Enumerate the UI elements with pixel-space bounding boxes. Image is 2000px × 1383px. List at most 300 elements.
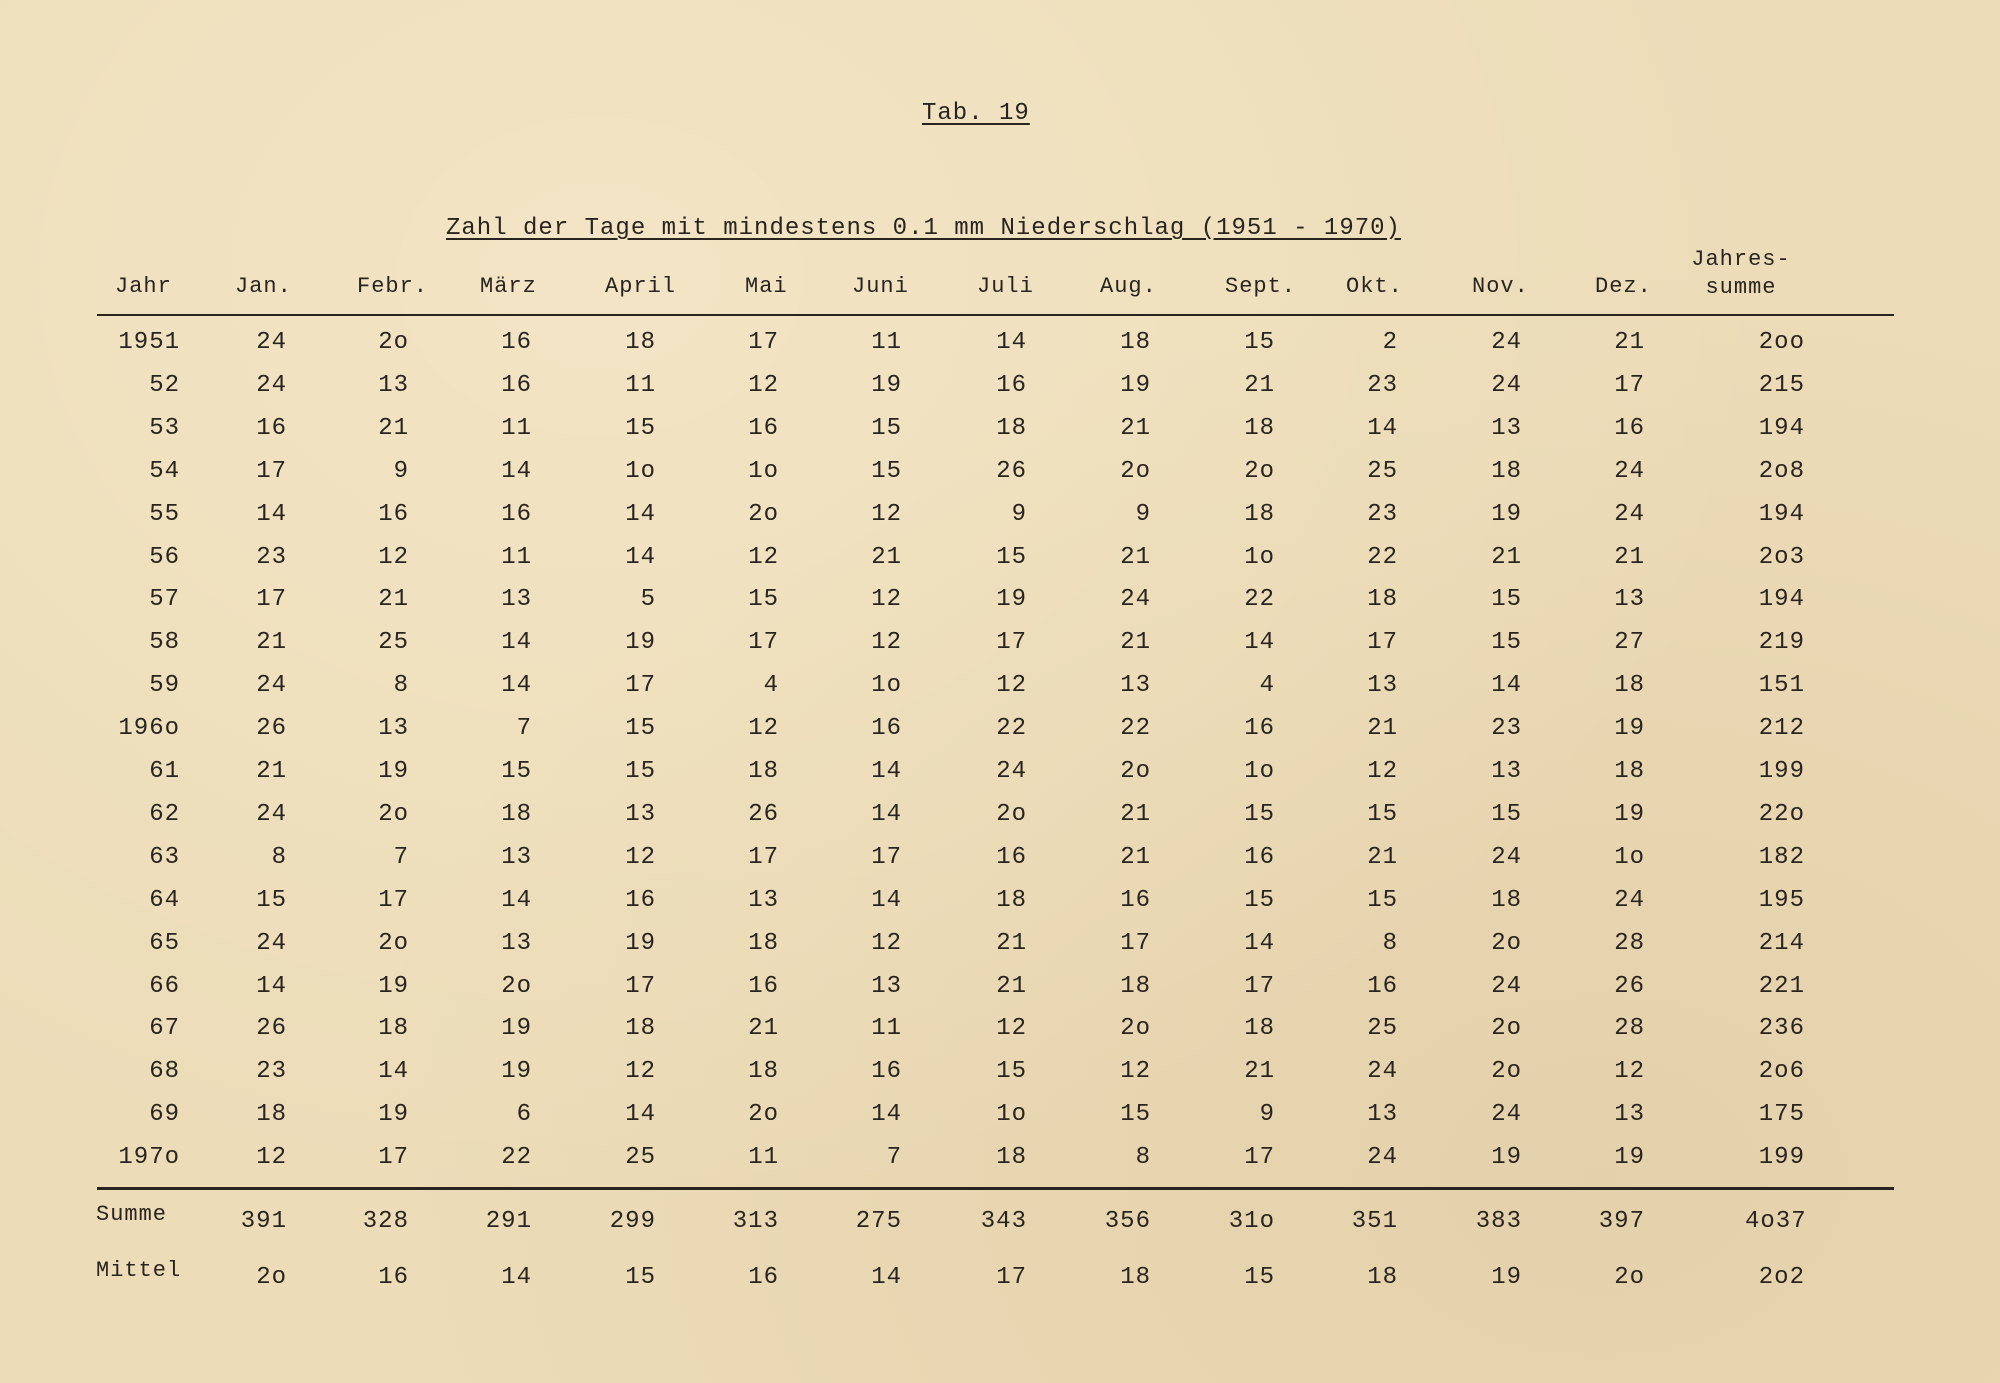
table-cell: 17: [1614, 371, 1645, 399]
table-cell: 13: [501, 586, 532, 614]
table-cell: 15: [871, 414, 902, 442]
table-cell: 13: [378, 371, 409, 399]
year-cell: 67: [149, 1015, 180, 1043]
table-cell: 12: [1614, 1058, 1645, 1086]
table-cell: 11: [748, 1144, 779, 1172]
table-cell: 2o: [1491, 1058, 1522, 1086]
annual-sum-cell: 194: [1758, 586, 1805, 614]
table-cell: 21: [1491, 543, 1522, 571]
annual-sum-cell: 215: [1758, 371, 1805, 399]
table-cell: 17: [378, 886, 409, 914]
table-cell: 2o: [378, 800, 409, 828]
table-cell: 18: [1491, 886, 1522, 914]
table-cell: 12: [871, 500, 902, 528]
table-cell: 24: [1120, 586, 1151, 614]
table-cell: 8: [271, 843, 287, 871]
table-cell: 18: [996, 886, 1027, 914]
column-header-month: Aug.: [1100, 274, 1157, 299]
table-cell: 14: [1491, 672, 1522, 700]
table-cell: 28: [1614, 929, 1645, 957]
table-cell: 24: [1491, 843, 1522, 871]
table-cell: 11: [501, 543, 532, 571]
table-cell: 14: [871, 886, 902, 914]
table-cell: 18: [1614, 672, 1645, 700]
table-cell: 21: [871, 543, 902, 571]
annual-sum-cell: 214: [1758, 929, 1805, 957]
table-number: Tab. 19: [922, 100, 1030, 127]
table-cell: 21: [1120, 543, 1151, 571]
table-cell: 18: [625, 1015, 656, 1043]
year-cell: 58: [149, 629, 180, 657]
table-cell: 22: [1367, 543, 1398, 571]
column-header-month: Juni: [852, 274, 909, 299]
table-cell: 15: [1491, 629, 1522, 657]
table-cell: 9: [1135, 500, 1151, 528]
table-cell: 24: [1491, 329, 1522, 356]
table-cell: 19: [625, 929, 656, 957]
table-cell: 16: [996, 371, 1027, 399]
column-header-month: April: [605, 274, 677, 299]
table-cell: 12: [871, 586, 902, 614]
table-cell: 11: [871, 329, 902, 356]
table-cell: 22: [1120, 715, 1151, 743]
table-cell: 19: [1491, 500, 1522, 528]
table-cell: 16: [501, 371, 532, 399]
table-cell: 15: [1244, 886, 1275, 914]
table-cell: 27: [1614, 629, 1645, 657]
table-cell: 13: [1614, 1101, 1645, 1129]
year-cell: 1951: [118, 329, 180, 356]
table-cell: 24: [1367, 1144, 1398, 1172]
table-cell: 23: [256, 543, 287, 571]
table-cell: 1o: [625, 457, 656, 485]
table-cell: 15: [1367, 800, 1398, 828]
table-cell: 17: [748, 329, 779, 356]
table-cell: 18: [748, 929, 779, 957]
annual-sum-cell: 2oo: [1758, 329, 1805, 356]
table-cell: 14: [501, 629, 532, 657]
table-cell: 19: [1614, 800, 1645, 828]
table-cell: 19: [625, 629, 656, 657]
table-cell: 9: [393, 457, 409, 485]
table-cell: 5: [640, 586, 656, 614]
table-cell: 16: [501, 329, 532, 356]
table-cell: 19: [996, 586, 1027, 614]
annual-sum-cell: 221: [1758, 972, 1805, 1000]
table-cell: 22: [501, 1144, 532, 1172]
table-cell: 14: [256, 500, 287, 528]
table-cell: 16: [1244, 843, 1275, 871]
table-cell: 16: [501, 500, 532, 528]
table-cell: 18: [1120, 329, 1151, 356]
table-cell: 14: [1367, 414, 1398, 442]
column-header-month: Mai: [745, 274, 788, 299]
table-cell: 21: [1120, 629, 1151, 657]
table-cell: 12: [1367, 758, 1398, 785]
table-cell: 12: [748, 543, 779, 571]
summary-cell: 2o: [1614, 1264, 1645, 1291]
table-cell: 18: [1244, 500, 1275, 528]
year-cell: 57: [149, 586, 180, 614]
year-cell: 54: [149, 457, 180, 485]
table-cell: 17: [625, 972, 656, 1000]
table-cell: 16: [256, 414, 287, 442]
summary-cell: 18: [1367, 1264, 1398, 1291]
table-cell: 13: [1120, 672, 1151, 700]
annual-sum-header-line-2: summe: [1705, 275, 1777, 300]
table-cell: 15: [996, 543, 1027, 571]
table-cell: 25: [1367, 1015, 1398, 1043]
summary-cell: 15: [1244, 1264, 1275, 1291]
table-cell: 17: [378, 1144, 409, 1172]
table-cell: 13: [1491, 758, 1522, 785]
summary-cell: 31o: [1228, 1208, 1275, 1235]
table-cell: 18: [1614, 758, 1645, 785]
table-cell: 1o: [1244, 758, 1275, 785]
summary-cell: 275: [855, 1208, 902, 1235]
table-cell: 24: [256, 800, 287, 828]
year-cell: 55: [149, 500, 180, 528]
table-cell: 13: [1491, 414, 1522, 442]
table-cell: 14: [871, 758, 902, 785]
table-cell: 19: [1614, 715, 1645, 743]
table-cell: 18: [996, 414, 1027, 442]
table-cell: 18: [378, 1015, 409, 1043]
table-cell: 16: [1244, 715, 1275, 743]
annual-sum-cell: 212: [1758, 715, 1805, 743]
table-cell: 26: [996, 457, 1027, 485]
table-cell: 12: [996, 1015, 1027, 1043]
table-cell: 16: [1367, 972, 1398, 1000]
table-cell: 21: [1244, 371, 1275, 399]
table-cell: 18: [256, 1101, 287, 1129]
table-cell: 21: [1120, 843, 1151, 871]
table-cell: 21: [996, 929, 1027, 957]
summary-cell: 16: [748, 1264, 779, 1291]
column-header-month: Sept.: [1225, 274, 1297, 299]
summary-label: Summe: [96, 1202, 168, 1227]
table-cell: 24: [996, 758, 1027, 785]
table-cell: 19: [1491, 1144, 1522, 1172]
year-cell: 196o: [118, 715, 180, 743]
summary-cell: 328: [362, 1208, 409, 1235]
table-cell: 24: [1491, 972, 1522, 1000]
annual-sum-cell: 22o: [1758, 800, 1805, 828]
table-cell: 17: [1367, 629, 1398, 657]
table-cell: 8: [1135, 1144, 1151, 1172]
table-cell: 16: [871, 715, 902, 743]
table-cell: 19: [871, 371, 902, 399]
table-cell: 21: [1367, 843, 1398, 871]
summary-cell: 343: [980, 1208, 1027, 1235]
table-cell: 18: [748, 1058, 779, 1086]
table-cell: 7: [886, 1144, 902, 1172]
table-cell: 24: [256, 329, 287, 356]
table-cell: 1o: [748, 457, 779, 485]
table-cell: 25: [1367, 457, 1398, 485]
table-cell: 12: [625, 843, 656, 871]
table-cell: 19: [378, 1101, 409, 1129]
summary-total-cell: 2o2: [1758, 1264, 1805, 1291]
summary-cell: 14: [871, 1264, 902, 1291]
year-cell: 62: [149, 800, 180, 828]
table-cell: 24: [1614, 500, 1645, 528]
year-cell: 63: [149, 843, 180, 871]
table-cell: 25: [625, 1144, 656, 1172]
table-cell: 18: [748, 758, 779, 785]
table-cell: 24: [256, 672, 287, 700]
summary-cell: 2o: [256, 1264, 287, 1291]
table-cell: 21: [378, 414, 409, 442]
table-cell: 12: [256, 1144, 287, 1172]
table-cell: 18: [1244, 1015, 1275, 1043]
table-cell: 15: [625, 715, 656, 743]
annual-sum-cell: 199: [1758, 758, 1805, 785]
table-cell: 18: [1367, 586, 1398, 614]
table-cell: 17: [1244, 972, 1275, 1000]
summary-cell: 299: [609, 1208, 656, 1235]
table-cell: 15: [1244, 329, 1275, 356]
column-header-month: Jan.: [235, 274, 292, 299]
table-cell: 14: [625, 1101, 656, 1129]
table-cell: 17: [1244, 1144, 1275, 1172]
table-cell: 13: [501, 843, 532, 871]
year-cell: 68: [149, 1058, 180, 1086]
summary-cell: 351: [1351, 1208, 1398, 1235]
table-cell: 15: [1491, 800, 1522, 828]
table-cell: 14: [1244, 929, 1275, 957]
table-cell: 25: [378, 629, 409, 657]
annual-sum-cell: 195: [1758, 886, 1805, 914]
summary-cell: 14: [501, 1264, 532, 1291]
table-cell: 2o: [1120, 1015, 1151, 1043]
column-header-month: Febr.: [357, 274, 429, 299]
table-cell: 21: [1614, 329, 1645, 356]
year-cell: 65: [149, 929, 180, 957]
table-cell: 4: [1259, 672, 1275, 700]
year-cell: 56: [149, 543, 180, 571]
table-cell: 13: [1367, 1101, 1398, 1129]
table-cell: 16: [378, 500, 409, 528]
table-cell: 2o: [748, 500, 779, 528]
header-divider: [97, 314, 1894, 316]
table-cell: 17: [1120, 929, 1151, 957]
table-cell: 12: [871, 629, 902, 657]
table-cell: 17: [748, 843, 779, 871]
table-cell: 17: [256, 586, 287, 614]
summary-cell: 18: [1120, 1264, 1151, 1291]
table-cell: 17: [256, 457, 287, 485]
table-cell: 2o: [996, 800, 1027, 828]
table-cell: 15: [625, 758, 656, 785]
table-cell: 22: [996, 715, 1027, 743]
table-cell: 18: [1244, 414, 1275, 442]
table-cell: 15: [501, 758, 532, 785]
table-cell: 24: [1491, 1101, 1522, 1129]
annual-sum-cell: 199: [1758, 1144, 1805, 1172]
summary-cell: 15: [625, 1264, 656, 1291]
table-cell: 12: [625, 1058, 656, 1086]
table-cell: 28: [1614, 1015, 1645, 1043]
footer-divider: [97, 1187, 1894, 1190]
table-cell: 15: [748, 586, 779, 614]
table-cell: 24: [1491, 371, 1522, 399]
table-cell: 9: [1011, 500, 1027, 528]
table-cell: 26: [1614, 972, 1645, 1000]
table-cell: 12: [748, 715, 779, 743]
table-cell: 14: [256, 972, 287, 1000]
table-cell: 18: [501, 800, 532, 828]
table-cell: 19: [501, 1058, 532, 1086]
table-cell: 14: [501, 886, 532, 914]
summary-cell: 19: [1491, 1264, 1522, 1291]
table-cell: 4: [763, 672, 779, 700]
table-cell: 14: [501, 672, 532, 700]
year-cell: 64: [149, 886, 180, 914]
table-cell: 12: [748, 371, 779, 399]
table-cell: 24: [1614, 886, 1645, 914]
table-cell: 16: [748, 414, 779, 442]
table-cell: 24: [1614, 457, 1645, 485]
annual-sum-cell: 2o6: [1758, 1058, 1805, 1086]
summary-cell: 383: [1475, 1208, 1522, 1235]
table-cell: 23: [1367, 371, 1398, 399]
table-cell: 12: [996, 672, 1027, 700]
table-cell: 19: [378, 972, 409, 1000]
annual-sum-cell: 236: [1758, 1015, 1805, 1043]
table-cell: 13: [1614, 586, 1645, 614]
table-cell: 14: [625, 500, 656, 528]
table-cell: 1o: [1614, 843, 1645, 871]
table-cell: 21: [1244, 1058, 1275, 1086]
table-cell: 21: [1120, 414, 1151, 442]
table-cell: 2o: [748, 1101, 779, 1129]
table-cell: 18: [625, 329, 656, 356]
table-cell: 14: [871, 1101, 902, 1129]
table-cell: 15: [1491, 586, 1522, 614]
table-cell: 2o: [1244, 457, 1275, 485]
table-cell: 17: [871, 843, 902, 871]
table-cell: 21: [1614, 543, 1645, 571]
annual-sum-cell: 219: [1758, 629, 1805, 657]
table-cell: 12: [871, 929, 902, 957]
table-cell: 23: [1367, 500, 1398, 528]
table-cell: 2o: [1491, 1015, 1522, 1043]
table-cell: 16: [748, 972, 779, 1000]
column-header-month: März: [480, 274, 537, 299]
table-cell: 12: [378, 543, 409, 571]
summary-cell: 313: [732, 1208, 779, 1235]
table-cell: 13: [871, 972, 902, 1000]
year-cell: 66: [149, 972, 180, 1000]
table-cell: 24: [1367, 1058, 1398, 1086]
table-cell: 1o: [996, 1101, 1027, 1129]
table-cell: 19: [1614, 1144, 1645, 1172]
column-header-annual-sum: [1676, 246, 1806, 302]
table-cell: 14: [996, 329, 1027, 356]
summary-cell: 391: [240, 1208, 287, 1235]
table-cell: 11: [871, 1015, 902, 1043]
year-cell: 52: [149, 371, 180, 399]
table-cell: 21: [378, 586, 409, 614]
table-cell: 15: [1244, 800, 1275, 828]
table-cell: 2o: [501, 972, 532, 1000]
table-cell: 9: [1259, 1101, 1275, 1129]
table-cell: 26: [748, 800, 779, 828]
table-cell: 13: [1367, 672, 1398, 700]
table-cell: 18: [996, 1144, 1027, 1172]
table-cell: 7: [393, 843, 409, 871]
table-cell: 7: [516, 715, 532, 743]
year-cell: 69: [149, 1101, 180, 1129]
summary-cell: 291: [485, 1208, 532, 1235]
column-header-month: Nov.: [1472, 274, 1529, 299]
table-cell: 11: [625, 371, 656, 399]
table-cell: 13: [501, 929, 532, 957]
summary-total-cell: 4o37: [1745, 1208, 1807, 1235]
summary-cell: 16: [378, 1264, 409, 1291]
table-cell: 2o: [378, 929, 409, 957]
table-cell: 14: [1244, 629, 1275, 657]
table-cell: 2o: [1120, 758, 1151, 785]
table-cell: 2o: [378, 329, 409, 356]
table-cell: 16: [1120, 886, 1151, 914]
table-cell: 14: [378, 1058, 409, 1086]
table-cell: 15: [1367, 886, 1398, 914]
table-cell: 6: [516, 1101, 532, 1129]
table-cell: 11: [501, 414, 532, 442]
annual-sum-cell: 182: [1758, 843, 1805, 871]
table-cell: 16: [625, 886, 656, 914]
table-cell: 14: [871, 800, 902, 828]
table-cell: 14: [501, 457, 532, 485]
table-cell: 15: [871, 457, 902, 485]
table-cell: 18: [1491, 457, 1522, 485]
table-cell: 15: [996, 1058, 1027, 1086]
table-cell: 1o: [871, 672, 902, 700]
table-cell: 17: [996, 629, 1027, 657]
annual-sum-cell: 194: [1758, 500, 1805, 528]
table-cell: 2o: [1491, 929, 1522, 957]
table-cell: 16: [871, 1058, 902, 1086]
column-header-month: Okt.: [1346, 274, 1403, 299]
table-cell: 23: [256, 1058, 287, 1086]
table-cell: 16: [996, 843, 1027, 871]
table-cell: 15: [256, 886, 287, 914]
summary-cell: 17: [996, 1264, 1027, 1291]
annual-sum-cell: 2o8: [1758, 457, 1805, 485]
table-cell: 15: [1120, 1101, 1151, 1129]
table-cell: 18: [1120, 972, 1151, 1000]
table-cell: 16: [1614, 414, 1645, 442]
table-cell: 23: [1491, 715, 1522, 743]
annual-sum-cell: 194: [1758, 414, 1805, 442]
table-cell: 8: [393, 672, 409, 700]
table-cell: 21: [256, 758, 287, 785]
summary-cell: 356: [1104, 1208, 1151, 1235]
column-header-year: Jahr: [115, 274, 172, 299]
table-cell: 21: [748, 1015, 779, 1043]
summary-cell: 397: [1598, 1208, 1645, 1235]
annual-sum-header-line-1: Jahres-: [1691, 247, 1791, 272]
table-cell: 14: [625, 543, 656, 571]
table-cell: 13: [748, 886, 779, 914]
table-cell: 8: [1382, 929, 1398, 957]
annual-sum-cell: 175: [1758, 1101, 1805, 1129]
table-cell: 26: [256, 1015, 287, 1043]
table-cell: 21: [996, 972, 1027, 1000]
table-cell: 21: [1367, 715, 1398, 743]
